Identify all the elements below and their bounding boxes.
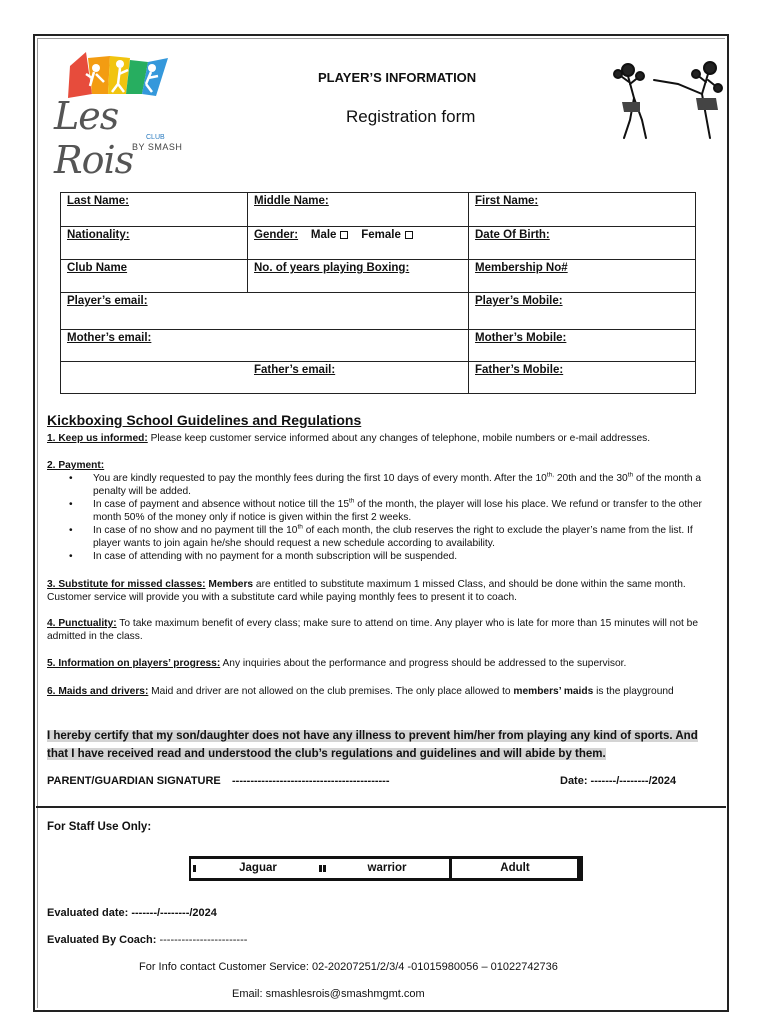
category-tick xyxy=(193,865,196,872)
section-5-text: Any inquiries about the performance and progress should be addressed to the supervisor. xyxy=(220,658,627,669)
male-label: Male xyxy=(310,229,337,241)
male-checkbox[interactable] xyxy=(340,231,348,239)
payment-item-3 xyxy=(93,524,723,550)
payment-item-2-text-a: In case of payment and absence without notice till the 15 xyxy=(93,499,349,510)
section-6-tail: is the playground xyxy=(593,686,674,697)
father-email-label: Father’s email: xyxy=(254,364,336,376)
payment-item-3-text-a: In case of no show and no payment till the 10 xyxy=(93,525,298,536)
divider xyxy=(36,806,726,808)
payment-item-1-sup-a: th, xyxy=(546,471,555,479)
payment-item-1 xyxy=(93,472,723,498)
female-checkbox[interactable] xyxy=(405,231,413,239)
payment-item-1-text-b: 20th and the 30 xyxy=(554,473,628,484)
logo-club-text: CLUB xyxy=(146,134,165,141)
mother-mobile-field[interactable] xyxy=(469,330,696,362)
club-name-field[interactable] xyxy=(61,260,248,293)
payment-item-3-sup: th xyxy=(297,523,303,531)
section-payment xyxy=(47,459,723,563)
player-email-field[interactable] xyxy=(61,293,469,330)
mother-email-label: Mother’s email: xyxy=(67,332,152,344)
kickboxing-fighters-image xyxy=(612,54,728,142)
father-mobile-label: Father’s Mobile: xyxy=(475,364,564,376)
first-name-field[interactable] xyxy=(469,193,696,227)
dob-label: Date Of Birth: xyxy=(475,229,550,241)
category-tick xyxy=(323,865,326,872)
contact-info: For Info contact Customer Service: 02-20207251/2/3/4 -01015980056 – 01022742736 xyxy=(139,961,558,973)
category-adult[interactable]: Adult xyxy=(500,862,530,874)
membership-field[interactable] xyxy=(469,260,696,293)
payment-item-1-sup-b: th xyxy=(627,471,634,479)
guidelines-title: Kickboxing School Guidelines and Regulations xyxy=(47,412,362,428)
category-jaguar[interactable]: Jaguar xyxy=(239,862,277,874)
section-6-heading: 6. Maids and drivers: xyxy=(47,686,149,697)
section-punctuality xyxy=(47,617,723,643)
category-warrior[interactable]: warrior xyxy=(367,862,407,874)
payment-item-2-sup: th xyxy=(348,497,355,505)
section-progress xyxy=(47,657,723,670)
section-maids xyxy=(47,685,723,698)
gender-field xyxy=(248,227,469,260)
logo-text: Les Rois xyxy=(54,94,134,182)
category-tick xyxy=(319,865,322,872)
evaluated-by-label: Evaluated By Coach: xyxy=(47,934,157,946)
last-name-field[interactable] xyxy=(61,193,248,227)
payment-item-3-text-b: of each month, the club reserves the right to exclude the player’s name from the list. If player wants to join again he/she should request a new schedule according to availability. xyxy=(93,525,693,549)
payment-list xyxy=(93,472,723,563)
section-6-text: Maid and driver are not allowed on the club premises. The only place allowed to xyxy=(148,686,514,697)
first-name-label: First Name: xyxy=(475,195,539,207)
section-3-heading: 3. Substitute for missed classes: xyxy=(47,579,206,590)
section-5-heading: 5. Information on players’ progress: xyxy=(47,658,221,669)
section-4-heading: 4. Punctuality: xyxy=(47,618,117,629)
category-separator xyxy=(449,859,452,878)
contact-email: Email: smashlesrois@smashmgmt.com xyxy=(232,988,425,1000)
signature-line[interactable]: ------------------------------------------- xyxy=(232,775,390,787)
club-logo xyxy=(48,38,186,182)
gender-label: Gender: xyxy=(254,229,299,241)
category-separator xyxy=(577,859,580,878)
evaluated-by-line: ------------------------ xyxy=(156,934,248,946)
payment-item-1-text-a: You are kindly requested to pay the monthly fees during the first 10 days of every month. After the 10 xyxy=(93,473,547,484)
mother-mobile-label: Mother’s Mobile: xyxy=(475,332,567,344)
staff-use-title: For Staff Use Only: xyxy=(47,821,152,833)
section-substitute xyxy=(47,578,723,604)
signature-label: PARENT/GUARDIAN SIGNATURE xyxy=(47,775,221,787)
payment-item-2 xyxy=(93,498,723,524)
certification-statement xyxy=(47,727,720,763)
last-name-label: Last Name: xyxy=(67,195,129,207)
section-3-text: are entitled to substitute maximum 1 missed Class, and should be done within the same month. Customer service will provide you with a substitute card while paying monthly fees to present it to coach. xyxy=(47,579,686,603)
logo-by-smash-text: BY SMASH xyxy=(132,142,183,152)
female-label: Female xyxy=(361,229,401,241)
page-subtitle: Registration form xyxy=(346,107,476,126)
section-6-bold: members’ maids xyxy=(513,686,594,697)
payment-item-2-text-b: of the month, the player will lose his place. We refund or transfer to the other month 50% of the money only if notice is given within the first 2 weeks. xyxy=(93,499,702,523)
player-mobile-label: Player’s Mobile: xyxy=(475,295,563,307)
section-3-bold: Members xyxy=(205,579,254,590)
nationality-label: Nationality: xyxy=(67,229,130,241)
page-title: PLAYER’S INFORMATION xyxy=(318,70,477,85)
membership-label: Membership No# xyxy=(475,262,568,274)
evaluated-date[interactable]: Evaluated date: -------/--------/2024 xyxy=(47,907,217,919)
dob-field[interactable] xyxy=(469,227,696,260)
years-boxing-field[interactable] xyxy=(248,260,469,293)
payment-item-4: • In case of attending with no payment for a month subscription will be suspended. xyxy=(93,550,723,563)
section-keep-informed xyxy=(47,432,723,445)
section-4-text: To take maximum benefit of every class; make sure to attend on time. Any player who is late for more than 15 minutes will not be admitted in the class. xyxy=(47,618,698,642)
middle-name-field[interactable] xyxy=(248,193,469,227)
mother-email-field[interactable] xyxy=(61,330,469,362)
player-email-label: Player’s email: xyxy=(67,295,148,307)
signature-date[interactable]: Date: -------/--------/2024 xyxy=(560,775,677,787)
player-info-table xyxy=(60,192,696,394)
section-2-heading: 2. Payment: xyxy=(47,460,105,471)
club-name-label: Club Name xyxy=(67,262,128,274)
payment-item-1-text-c: of the month a penalty will be added. xyxy=(93,473,702,497)
section-1-text: Please keep customer service informed about any changes of telephone, mobile numbers or e-mail addresses. xyxy=(147,433,651,444)
certification-text: I hereby certify that my son/daughter does not have any illness to prevent him/her from playing any kind of sports. And that I have received read and understood the club’s regulations and guidelines and will abide by them. xyxy=(47,730,698,760)
player-mobile-field[interactable] xyxy=(469,293,696,330)
father-mobile-field[interactable] xyxy=(469,362,696,394)
years-boxing-label: No. of years playing Boxing: xyxy=(254,262,410,274)
nationality-field[interactable] xyxy=(61,227,248,260)
father-email-field[interactable] xyxy=(61,362,469,394)
middle-name-label: Middle Name: xyxy=(254,195,329,207)
category-selector xyxy=(189,856,583,881)
section-1-heading: 1. Keep us informed: xyxy=(47,433,148,444)
evaluated-by-coach[interactable] xyxy=(47,934,247,946)
